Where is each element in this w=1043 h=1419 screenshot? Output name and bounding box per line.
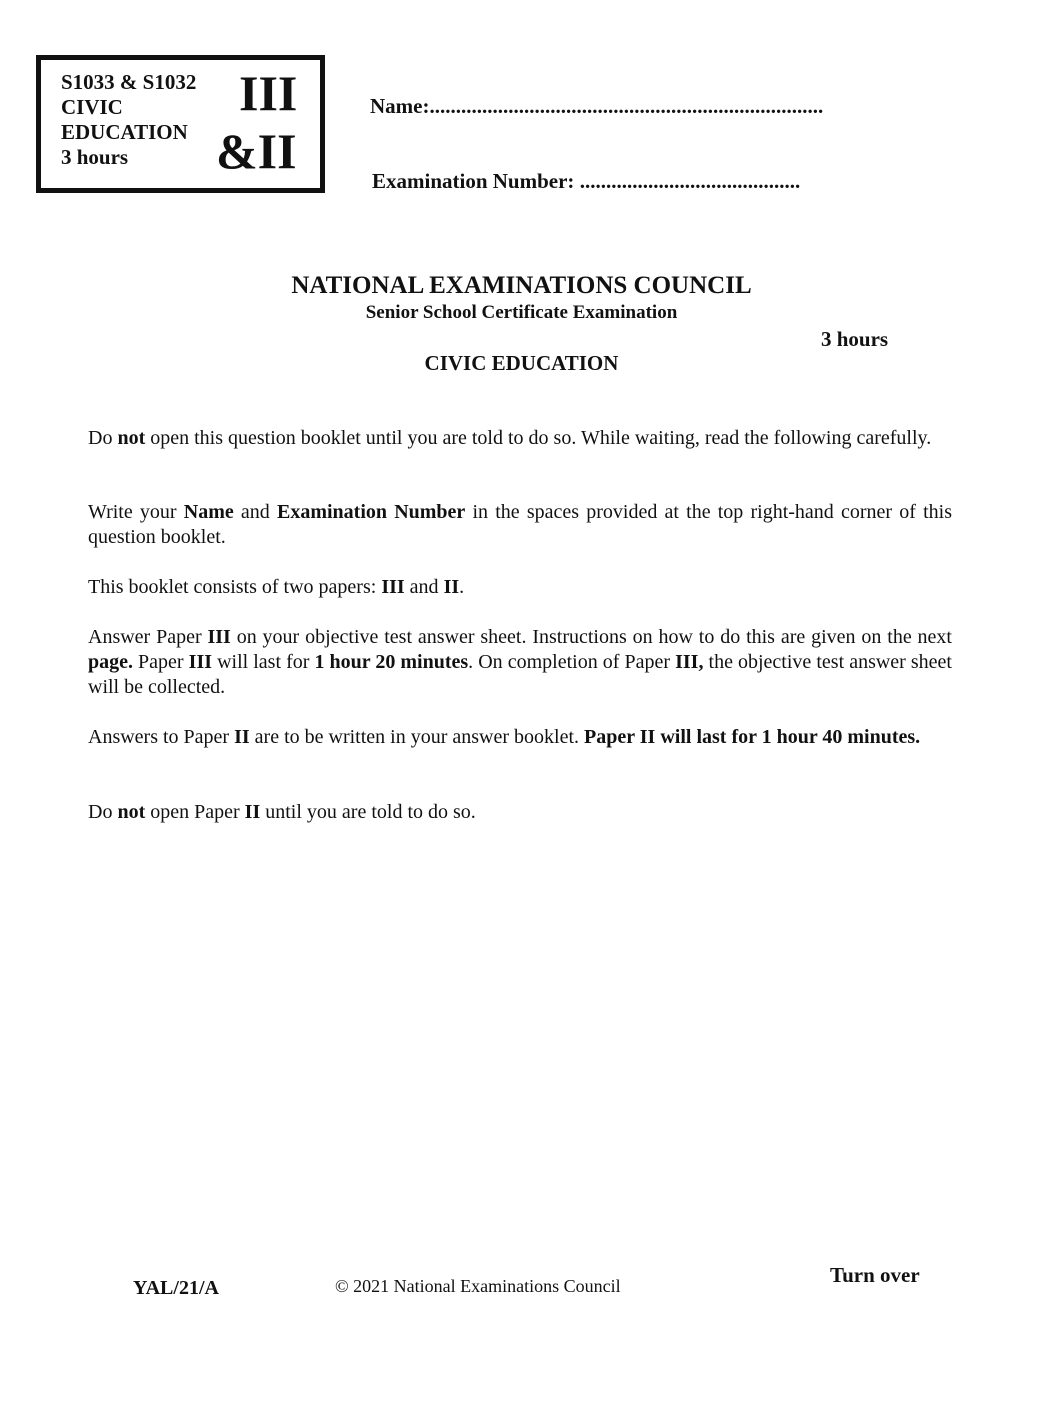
p3-bold-ii: II xyxy=(443,576,460,598)
name-dots: ........................................................................... xyxy=(429,94,824,118)
p6-bold-not: not xyxy=(117,801,146,823)
paper-codes: S1033 & S1032 xyxy=(61,70,197,94)
exam-number-dots: .......................................... xyxy=(579,169,801,193)
p4-text-k: the objective test answer sheet will be collected. xyxy=(88,651,952,698)
p6-text-c: open Paper xyxy=(145,801,245,823)
p5-bold-ii: II xyxy=(234,726,250,748)
subject-title: CIVIC EDUCATION xyxy=(424,351,619,375)
p4-text-e: Paper xyxy=(133,651,189,673)
instruction-paragraph-6 xyxy=(88,800,952,825)
p3-text-c: and xyxy=(404,576,444,598)
instruction-paragraph-2 xyxy=(88,500,952,550)
p2-text-c: and xyxy=(233,501,277,523)
paper-code-box xyxy=(36,55,325,193)
exam-number-label: Examination Number: xyxy=(372,169,575,193)
p4-text-c: on your objective test answer sheet. Instructions on how to do this are given on the next xyxy=(230,626,952,648)
p1-text-c: open this question booklet until you are told to do so. While waiting, read the following carefully. xyxy=(145,427,932,449)
name-field[interactable] xyxy=(370,94,823,119)
exam-number-field[interactable] xyxy=(372,169,800,194)
p4-bold-iii: III xyxy=(207,626,231,648)
p3-text-a: This booklet consists of two papers: xyxy=(88,576,382,598)
instruction-paragraph-5 xyxy=(88,725,952,750)
p3-text-e: . xyxy=(459,576,465,598)
p6-bold-ii: II xyxy=(244,801,261,823)
instruction-paragraph-4 xyxy=(88,625,952,700)
p2-text-e: in the spaces provided at the top right-hand corner of this question booklet. xyxy=(88,501,952,548)
p4-bold-page: page. xyxy=(88,651,133,673)
duration-label: 3 hours xyxy=(821,327,889,351)
duration-line: 3 hours xyxy=(61,145,129,169)
p4-text-i: . On completion of Paper xyxy=(468,651,676,673)
name-label: Name: xyxy=(370,94,430,118)
paper-numeral-iii: III xyxy=(239,65,298,121)
p2-bold-exam-number: Examination Number xyxy=(277,501,466,523)
copyright-notice: © 2021 National Examinations Council xyxy=(335,1276,621,1296)
paper-numeral-ii: &II xyxy=(216,123,297,179)
instruction-paragraph-3 xyxy=(88,575,952,600)
p4-text-g: will last for xyxy=(212,651,315,673)
p6-text-a: Do xyxy=(88,801,118,823)
council-title: NATIONAL EXAMINATIONS COUNCIL xyxy=(291,272,752,299)
p4-text-a: Answer Paper xyxy=(88,626,208,648)
p4-bold-iii-3: III, xyxy=(675,651,704,673)
paper-reference-code: YAL/21/A xyxy=(133,1277,219,1299)
p4-bold-duration: 1 hour 20 minutes xyxy=(314,651,469,673)
subject-line-2: EDUCATION xyxy=(61,120,188,144)
exam-title: Senior School Certificate Examination xyxy=(365,302,678,323)
p3-bold-iii: III xyxy=(381,576,405,598)
instruction-paragraph-1 xyxy=(88,426,952,451)
p4-bold-iii-2: III xyxy=(188,651,213,673)
paper-code-lines xyxy=(61,70,196,170)
p5-text-a: Answers to Paper xyxy=(88,726,235,748)
p5-text-c: are to be written in your answer booklet. xyxy=(249,726,585,748)
p5-bold-duration: Paper II will last for 1 hour 40 minutes. xyxy=(584,726,921,748)
turn-over-label: Turn over xyxy=(830,1263,920,1287)
p2-bold-name: Name xyxy=(183,501,234,523)
p6-text-e: until you are told to do so. xyxy=(260,801,476,823)
p2-text-a: Write your xyxy=(88,501,184,523)
subject-line-1: CIVIC xyxy=(61,95,123,119)
p1-bold-not: not xyxy=(117,427,146,449)
p1-text-a: Do xyxy=(88,427,118,449)
